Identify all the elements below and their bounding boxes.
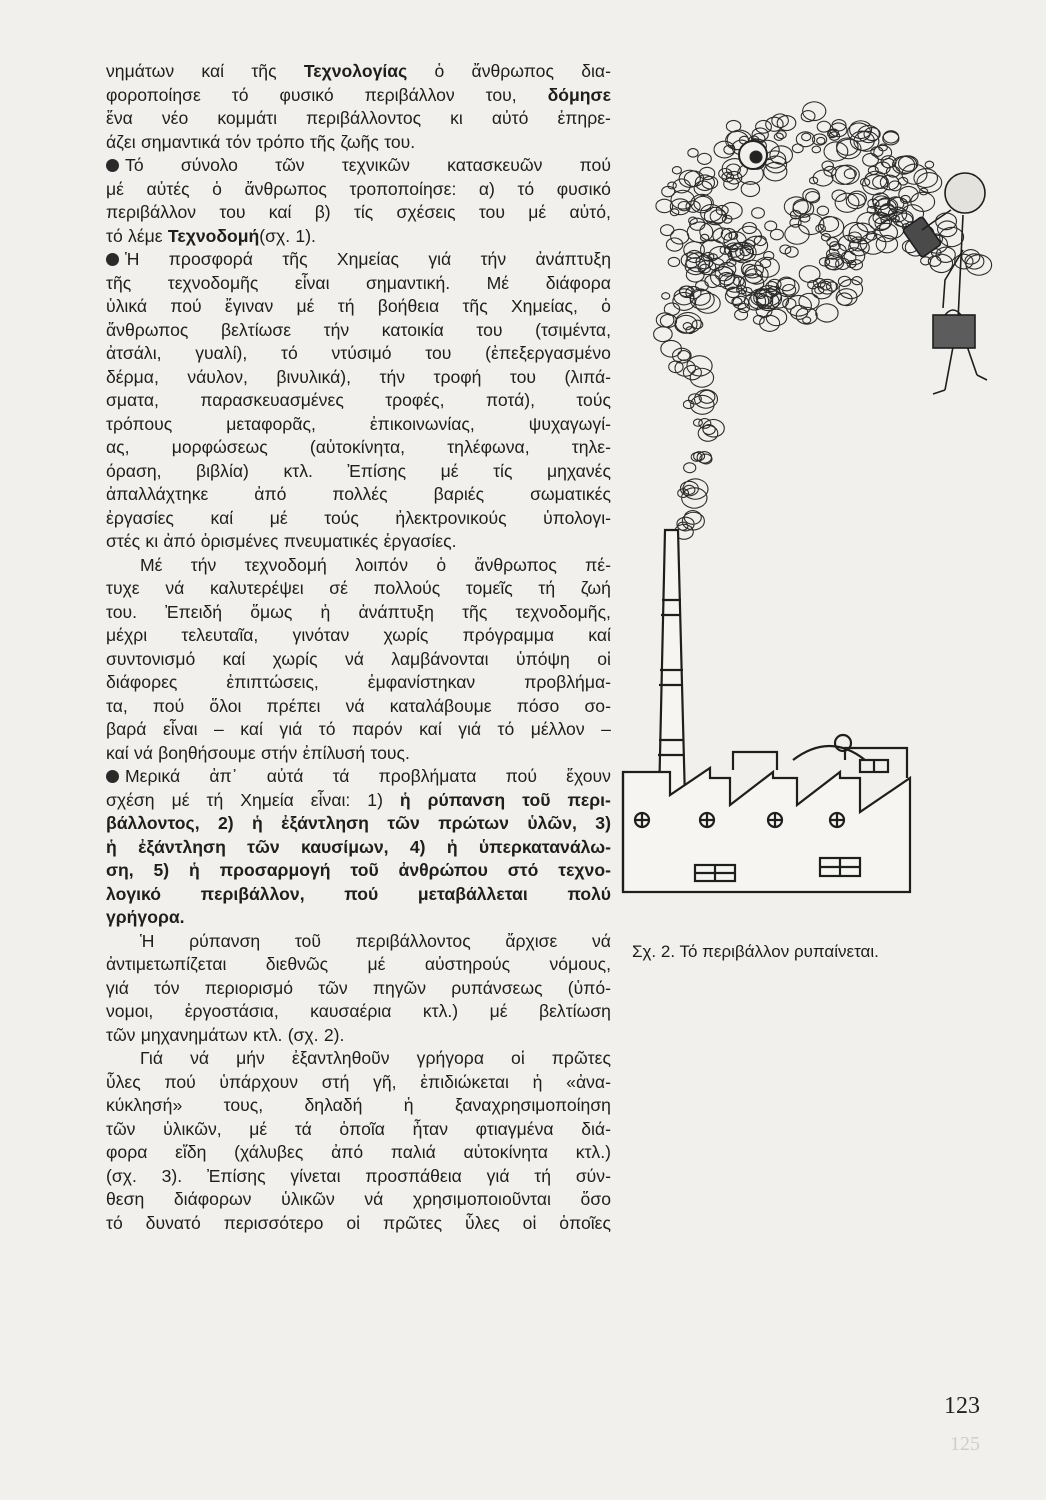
text-line: γρήγορα. bbox=[106, 907, 185, 927]
text-line: ἡ ἐξάντληση τῶν καυσίμων, 4) ἡ ὑπερκατανάλω- bbox=[106, 836, 611, 857]
text-line: μέ αὐτές ὁ ἄνθρωπος τροποποίησε: α) τό φυσικό bbox=[106, 178, 611, 199]
text-line: καί νά βοηθήσουμε στήν ἐπίλυσή τους. bbox=[106, 742, 410, 763]
man-with-gas-mask bbox=[902, 173, 987, 394]
text-line: τό λέμε Τεχνοδομή (σχ. 1). bbox=[106, 225, 316, 246]
bullet-icon bbox=[106, 770, 119, 783]
text-line: συντονισμό καί χωρίς νά λαμβάνονται ὑπόψη οἱ bbox=[106, 648, 611, 669]
text-line: τρόπους μεταφορᾶς, ἐπικοινωνίας, ψυχαγωγί- bbox=[106, 413, 611, 434]
text-line: τῶν ὑλικῶν, μέ τά ὁποῖα ἦταν φτιαγμένα διά- bbox=[106, 1118, 611, 1139]
text-line: (σχ. 3). Ἐπίσης γίνεται προσπάθεια γιά τή σύν- bbox=[106, 1165, 611, 1186]
text-line: ὑλικά πού ἔγιναν μέ τή βοήθεια τῆς Χημείας, ὁ bbox=[106, 296, 611, 316]
text-line: γιά τόν περιορισμό τῶν πηγῶν ρυπάνσεως (ὑπό- bbox=[106, 977, 611, 998]
factory-drawing bbox=[623, 530, 910, 892]
text-line: τυχε νά καλυτερέψει σέ πολλούς τομεῖς τή ζωή bbox=[106, 578, 611, 598]
text-line: σματα, παρασκευασμένες τροφές, ποτά), τούς bbox=[106, 390, 611, 410]
text-line: περιβάλλον του καί β) τίς σχέσεις του μέ αὐτό, bbox=[106, 202, 611, 222]
bullet-icon bbox=[106, 159, 119, 172]
text-line: διάφορες ἐπιπτώσεις, ἐμφανίστηκαν προβλήμα- bbox=[106, 672, 611, 692]
text-line: ση, 5) ἡ προσαρμογή τοῦ ἀνθρώπου στό τεχνο- bbox=[106, 860, 611, 880]
figure-caption: Σχ. 2. Τό περιβάλλον ρυπαίνεται. bbox=[632, 942, 879, 961]
text-line: θεση διάφορων ὑλικῶν νά χρησιμοποιοῦνται ὅσο bbox=[106, 1189, 611, 1209]
smoke-pupil bbox=[750, 151, 762, 163]
text-line: ἐργασίες καί μέ τούς ἠλεκτρονικούς ὑπολογι- bbox=[106, 507, 611, 528]
text-line: του. Ἐπειδή ὅμως ἡ ἀνάπτυξη τῆς τεχνοδομῆς, bbox=[106, 601, 611, 622]
text-line: Γιά νά μήν ἐξαντληθοῦν γρήγορα οἱ πρῶτες bbox=[140, 1048, 611, 1068]
text-line: Μερικά ἀπ᾽ αὐτά τά προβλήματα πού ἔχουν bbox=[106, 765, 611, 789]
text-line: λογικό περιβάλλον, πού μεταβάλλεται πολύ bbox=[106, 883, 611, 904]
text-line: μέχρι τελευταῖα, γινόταν χωρίς πρόγραμμα καί bbox=[106, 625, 611, 645]
figure-2-illustration bbox=[615, 60, 1035, 940]
text-line: όραση, βιβλία) κτλ. Ἐπίσης μέ τίς μηχανές bbox=[106, 460, 611, 481]
text-line: Τό σύνολο τῶν τεχνικῶν κατασκευῶν πού bbox=[106, 154, 611, 178]
bleed-through-page-number: 125 bbox=[950, 1433, 980, 1455]
text-line: ἀτσάλι, γυαλί), τό ντύσιμό του (ἐπεξεργασμένο bbox=[106, 343, 611, 363]
text-line: νομοι, ἐργοστάσια, καυσαέρια κτλ.) μέ βελτίωση bbox=[106, 1001, 611, 1021]
bullet-icon bbox=[106, 253, 119, 266]
text-line: δέρμα, νάυλον, βινυλικά), τήν τροφή του (λιπά- bbox=[106, 366, 611, 387]
text-line: σχέση μέ τή Χημεία εἶναι: 1) ἡ ρύπανση τοῦ περι- bbox=[106, 789, 611, 810]
text-line: ἀντιμετωπίζεται διεθνῶς μέ αὐστηρούς νόμους, bbox=[106, 954, 611, 974]
text-line: βαρά εἶναι – καί γιά τό παρόν καί γιά τό μέλλον – bbox=[106, 719, 611, 739]
text-line: νημάτων καί τῆς Τεχνολογίας ὁ ἄνθρωπος δια- bbox=[106, 61, 611, 81]
text-line: κύκλησή» τους, δηλαδή ἡ ξαναχρησιμοποίηση bbox=[106, 1095, 611, 1115]
text-line: φορα εἴδη (χάλυβες ἀπό παλιά αὐτοκίνητα κτλ.) bbox=[106, 1142, 611, 1162]
text-line: ὗλες πού ὑπάρχουν στή γῆ, ἐπιδιώκεται ἡ «ἀνα- bbox=[106, 1071, 611, 1092]
page-number: 123 bbox=[944, 1393, 980, 1419]
text-line: στές κι ἀπό ὁρισμένες πνευματικές ἐργασίες. bbox=[106, 531, 457, 551]
text-line: ἕνα νέο κομμάτι περιβάλλοντος κι αὐτό ἐπηρε- bbox=[106, 108, 611, 128]
text-line: βάλλοντος, 2) ἡ ἐξάντληση τῶν πρώτων ὑλῶν, 3) bbox=[106, 813, 611, 833]
text-line: τα, πού ὅλοι πρέπει νά καταλάβουμε πόσο σο- bbox=[106, 695, 611, 716]
text-line: τῶν μηχανημάτων κτλ. (σχ. 2). bbox=[106, 1024, 345, 1045]
text-line: άζει σημαντικά τόν τρόπο τῆς ζωῆς του. bbox=[106, 131, 416, 152]
text-line: ἄνθρωπος βελτίωσε τήν κατοικία του (τσιμέντα, bbox=[106, 319, 611, 340]
text-line: τό δυνατό περισσότερο οἱ πρῶτες ὗλες οἱ ὁποῖες bbox=[106, 1212, 611, 1233]
text-line: ας, μορφώσεως (αὐτοκίνητα, τηλέφωνα, τηλε- bbox=[106, 437, 611, 457]
text-line: Ἡ ρύπανση τοῦ περιβάλλοντος ἄρχισε νά bbox=[140, 930, 611, 951]
text-line: Ἡ προσφορά τῆς Χημείας γιά τήν ἀνάπτυξη bbox=[106, 248, 611, 272]
text-line: φοροποίησε τό φυσικό περιβάλλον του, δόμησε bbox=[106, 84, 611, 105]
text-line: τῆς τεχνοδομῆς εἶναι σημαντική. Μέ διάφορα bbox=[106, 272, 611, 293]
text-line: Μέ τήν τεχνοδομή λοιπόν ὁ ἄνθρωπος πέ- bbox=[140, 554, 611, 575]
text-line: ἀπαλλάχτηκε ἀπό πολλές βαριές σωματικές bbox=[106, 484, 611, 504]
body-text-column bbox=[106, 60, 611, 1235]
